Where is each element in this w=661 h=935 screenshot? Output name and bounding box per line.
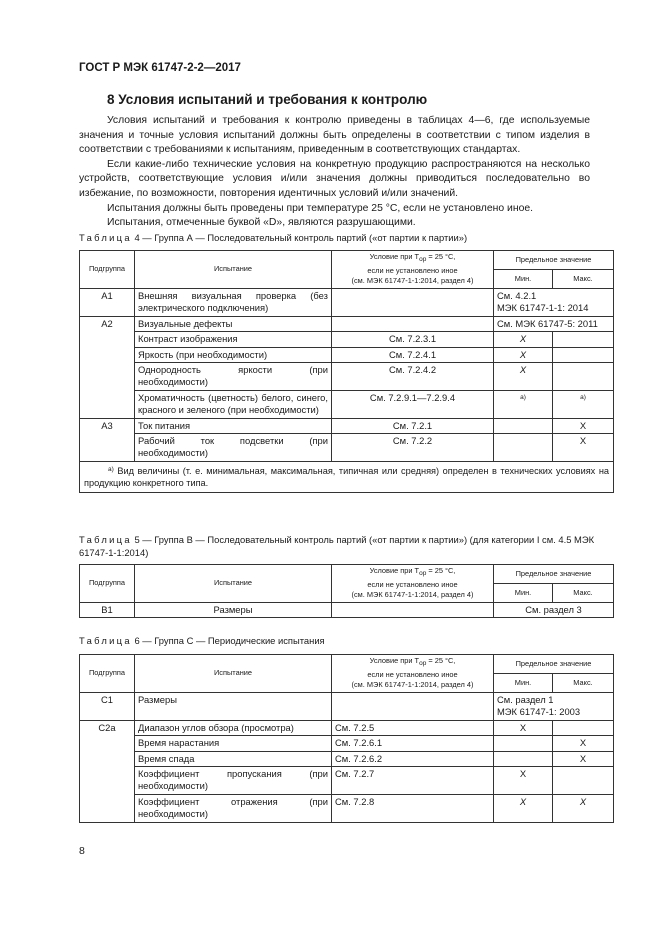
- header-group: Подгруппа: [80, 655, 135, 693]
- cell-test: Контраст изображения: [135, 332, 332, 347]
- table-5: [79, 564, 614, 618]
- table-row: [80, 603, 614, 618]
- cond-post: = 25 °С,: [426, 656, 456, 666]
- cond-line3: (см. МЭК 61747-1-1:2014, раздел 4): [351, 680, 474, 690]
- cell-cond: [332, 316, 494, 331]
- paragraph-3: Испытания должны быть проведены при температуре 25 °С, если не установлено иное.: [107, 202, 534, 214]
- cell-group: A2: [80, 316, 135, 418]
- table-row: [80, 794, 614, 822]
- header-group: Подгруппа: [80, 565, 135, 603]
- header-test: Испытание: [135, 565, 332, 603]
- cell-test: Рабочий ток подсветки (при необходимости): [135, 434, 332, 462]
- cell-group: C1: [80, 693, 135, 721]
- header-limit: Предельное значение: [494, 251, 614, 270]
- cell-group: B1: [80, 603, 135, 618]
- cell-test: Ток питания: [135, 418, 332, 433]
- header-condition: [332, 565, 494, 603]
- cell-max: X: [553, 751, 614, 766]
- cell-max: [553, 363, 614, 391]
- cond-pre: Условие при T: [369, 252, 420, 262]
- footnote: [80, 461, 614, 492]
- header-min: Мин.: [494, 270, 553, 289]
- cell-test: Время спада: [135, 751, 332, 766]
- header-condition: [332, 251, 494, 289]
- cell-min: X: [494, 347, 553, 362]
- cell-max: X: [553, 434, 614, 462]
- cell-cond: См. 7.2.1: [332, 418, 494, 433]
- cell-limit: См. МЭК 61747-5: 2011: [494, 316, 614, 331]
- table-row: [80, 332, 614, 347]
- cell-max: a): [553, 390, 614, 418]
- cell-cond: См. 7.2.4.1: [332, 347, 494, 362]
- caption-text: 6 — Группа С — Периодические испытания: [131, 635, 325, 646]
- cell-test: Хроматичность (цветность) белого, синего, красного и зеленого (при необходимости): [135, 390, 332, 418]
- cell-cond: [332, 693, 494, 721]
- footnote-mark: a): [108, 465, 114, 473]
- table-row: [80, 767, 614, 795]
- cell-min: [494, 751, 553, 766]
- table5-caption: [79, 534, 599, 559]
- cond-pre: Условие при T: [369, 656, 420, 666]
- table-row: [80, 736, 614, 751]
- cell-group: C2a: [80, 720, 135, 822]
- cell-max: X: [553, 418, 614, 433]
- cell-max: [553, 720, 614, 735]
- cell-test: Яркость (при необходимости): [135, 347, 332, 362]
- cell-cond: См. 7.2.7: [332, 767, 494, 795]
- table-row: [80, 347, 614, 362]
- table-row: [80, 418, 614, 433]
- cell-test: Визуальные дефекты: [135, 316, 332, 331]
- cell-min: X: [494, 363, 553, 391]
- table6-caption: [79, 635, 599, 648]
- caption-text: 5 — Группа В — Последовательный контроль партий («от партии к партии») (для категории I см. 4.5 МЭК 61747-1-1:2014): [79, 534, 595, 558]
- header-group: Подгруппа: [80, 251, 135, 289]
- cell-min: a): [494, 390, 553, 418]
- cell-cond: См. 7.2.3.1: [332, 332, 494, 347]
- table-row: [80, 434, 614, 462]
- cell-test: Размеры: [135, 693, 332, 721]
- cond-line3: (см. МЭК 61747-1-1:2014, раздел 4): [351, 276, 474, 286]
- table-row: [80, 363, 614, 391]
- cell-test: Внешняя визуальная проверка (без электрического подключения): [135, 289, 332, 317]
- paragraph-2: Если какие-либо технические условия на конкретную продукцию распространяются на несколько устройств, соответствующие условия и/или значения должны приводиться последовательно во избежание, по возможности, повторения идентичных условий и/или значений.: [79, 158, 590, 199]
- header-test: Испытание: [135, 655, 332, 693]
- cond-line2: если не установлено иное: [367, 669, 458, 679]
- cell-group: A1: [80, 289, 135, 317]
- cell-max: X: [553, 736, 614, 751]
- cell-min: [494, 736, 553, 751]
- intro-text: [79, 114, 590, 231]
- cell-test: Время нарастания: [135, 736, 332, 751]
- table4-caption: [79, 232, 599, 245]
- table-label: Таблица: [79, 534, 132, 545]
- paragraph-4: Испытания, отмеченные буквой «D», являются разрушающими.: [107, 217, 416, 229]
- cell-max: X: [553, 794, 614, 822]
- table-label: Таблица: [79, 635, 132, 646]
- cell-min: X: [494, 767, 553, 795]
- header-test: Испытание: [135, 251, 332, 289]
- cell-min: X: [494, 794, 553, 822]
- table-row: [80, 390, 614, 418]
- header-limit: Предельное значение: [494, 655, 614, 674]
- table-row: [80, 751, 614, 766]
- cond-line2: если не установлено иное: [367, 265, 458, 275]
- cell-cond: См. 7.2.5: [332, 720, 494, 735]
- caption-text: 4 — Группа А — Последовательный контроль партий («от партии к партии»): [131, 232, 468, 243]
- table-note: [80, 461, 614, 492]
- cell-test: Коэффициент отражения (при необходимости): [135, 794, 332, 822]
- header-min: Мин.: [494, 674, 553, 693]
- cell-test: Однородность яркости (при необходимости): [135, 363, 332, 391]
- cond-post: = 25 °С,: [426, 566, 456, 576]
- table-row: [80, 693, 614, 721]
- cell-cond: См. 7.2.2: [332, 434, 494, 462]
- table-row: [80, 316, 614, 331]
- cell-test: Размеры: [135, 603, 332, 618]
- header-max: Макс.: [553, 674, 614, 693]
- cond-sub: ор: [419, 660, 427, 668]
- cell-cond: [332, 289, 494, 317]
- cell-max: [553, 332, 614, 347]
- cell-group: A3: [80, 418, 135, 461]
- cond-post: = 25 °С,: [426, 252, 456, 262]
- cell-min: X: [494, 332, 553, 347]
- header-condition: [332, 655, 494, 693]
- cell-min: [494, 434, 553, 462]
- cell-cond: См. 7.2.6.1: [332, 736, 494, 751]
- cell-limit: См. 4.2.1 МЭК 61747-1-1: 2014: [494, 289, 614, 317]
- header-min: Мин.: [494, 584, 553, 603]
- cond-pre: Условие при T: [369, 566, 420, 576]
- cell-max: [553, 767, 614, 795]
- table-row: [80, 289, 614, 317]
- cell-cond: См. 7.2.8: [332, 794, 494, 822]
- page-number: 8: [79, 845, 85, 857]
- cell-min: X: [494, 720, 553, 735]
- cond-sub: ор: [419, 256, 427, 264]
- cell-cond: [332, 603, 494, 618]
- cell-test: Диапазон углов обзора (просмотра): [135, 720, 332, 735]
- header-max: Макс.: [553, 270, 614, 289]
- table-row: [80, 720, 614, 735]
- header-limit: Предельное значение: [494, 565, 614, 584]
- table-6: [79, 654, 614, 823]
- paragraph-1: Условия испытаний и требования к контролю приведены в таблицах 4—6, где используемые значения и точные условия испытаний должны быть определены в соответствии с типом изделия в соответствии с требованиями к испытаниям, приведенным в соответствующих стандартах.: [79, 115, 590, 156]
- cell-limit: См. раздел 3: [494, 603, 614, 618]
- cell-cond: См. 7.2.6.2: [332, 751, 494, 766]
- cell-max: [553, 347, 614, 362]
- table-4: [79, 250, 614, 493]
- header-max: Макс.: [553, 584, 614, 603]
- cell-cond: См. 7.2.4.2: [332, 363, 494, 391]
- cond-sub: ор: [419, 570, 427, 578]
- cell-cond: См. 7.2.9.1—7.2.9.4: [332, 390, 494, 418]
- cell-test: Коэффициент пропускания (при необходимости): [135, 767, 332, 795]
- cell-min: [494, 418, 553, 433]
- cell-limit: См. раздел 1 МЭК 61747-1: 2003: [494, 693, 614, 721]
- footnote-text: Вид величины (т. е. минимальная, максимальная, типичная или средняя) определен в технических условиях на продукцию конкретного типа.: [84, 465, 610, 489]
- document-header: ГОСТ Р МЭК 61747-2-2—2017: [79, 62, 241, 74]
- cond-line2: если не установлено иное: [367, 579, 458, 589]
- table-label: Таблица: [79, 232, 132, 243]
- section-title: 8 Условия испытаний и требования к контролю: [107, 92, 428, 107]
- cond-line3: (см. МЭК 61747-1-1:2014, раздел 4): [351, 590, 474, 600]
